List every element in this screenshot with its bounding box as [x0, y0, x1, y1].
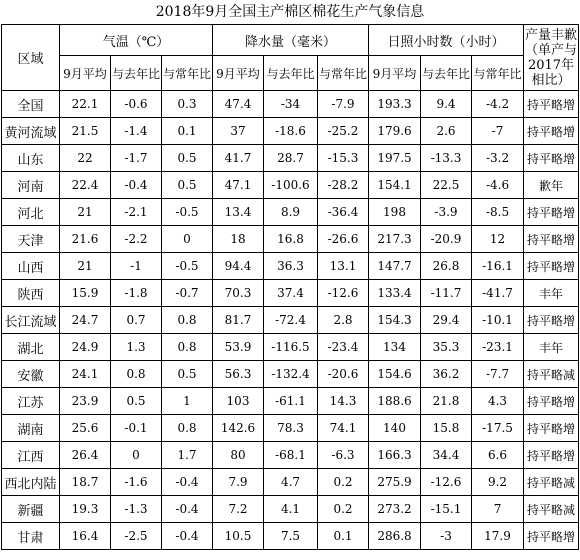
value-cell: -20.6 — [318, 361, 369, 388]
yield-cell: 持平略增 — [524, 145, 579, 172]
value-cell: -116.5 — [264, 334, 318, 361]
yield-cell: 丰年 — [524, 280, 579, 307]
value-cell: -7.9 — [318, 91, 369, 118]
subheader: 与常年比 — [318, 56, 369, 91]
value-cell: -2.5 — [111, 523, 162, 550]
value-cell: -61.1 — [264, 388, 318, 415]
value-cell: 166.3 — [369, 442, 421, 469]
value-cell: 25.6 — [60, 415, 111, 442]
value-cell: 198 — [369, 199, 421, 226]
value-cell: 0.5 — [162, 361, 213, 388]
value-cell: -36.4 — [318, 199, 369, 226]
value-cell: -0.7 — [162, 280, 213, 307]
region-cell: 新疆 — [2, 496, 60, 523]
value-cell: 23.9 — [60, 388, 111, 415]
value-cell: 0.8 — [162, 307, 213, 334]
value-cell: 1.3 — [111, 334, 162, 361]
value-cell: 41.7 — [213, 145, 264, 172]
value-cell: 142.6 — [213, 415, 264, 442]
value-cell: 12 — [472, 226, 524, 253]
value-cell: 19.3 — [60, 496, 111, 523]
yield-cell: 歉年 — [524, 172, 579, 199]
value-cell: 2.6 — [421, 118, 472, 145]
region-cell: 长江流域 — [2, 307, 60, 334]
value-cell: -4.6 — [472, 172, 524, 199]
table-row — [2, 442, 579, 469]
value-cell: -0.4 — [162, 469, 213, 496]
value-cell: 4.3 — [472, 388, 524, 415]
value-cell: -0.6 — [111, 91, 162, 118]
sunshine-header: 日照小时数（小时） — [369, 25, 524, 56]
region-cell: 全国 — [2, 91, 60, 118]
region-cell: 河北 — [2, 199, 60, 226]
subheader: 与去年比 — [111, 56, 162, 91]
value-cell: 140 — [369, 415, 421, 442]
value-cell: 34.4 — [421, 442, 472, 469]
value-cell: 21.6 — [60, 226, 111, 253]
table-row — [2, 469, 579, 496]
value-cell: 0.2 — [318, 469, 369, 496]
value-cell: -7.7 — [472, 361, 524, 388]
yield-header: 产量丰歉（单产与2017年相比） — [524, 25, 579, 91]
value-cell: 0 — [111, 442, 162, 469]
value-cell: -23.1 — [472, 334, 524, 361]
region-cell: 山东 — [2, 145, 60, 172]
value-cell: 36.2 — [421, 361, 472, 388]
value-cell: 35.3 — [421, 334, 472, 361]
value-cell: 0.7 — [111, 307, 162, 334]
region-cell: 天津 — [2, 226, 60, 253]
value-cell: 6.6 — [472, 442, 524, 469]
value-cell: 24.9 — [60, 334, 111, 361]
value-cell: -28.2 — [318, 172, 369, 199]
value-cell: -100.6 — [264, 172, 318, 199]
subheader: 与去年比 — [421, 56, 472, 91]
value-cell: 37 — [213, 118, 264, 145]
yield-cell: 持平略减 — [524, 361, 579, 388]
region-cell: 江西 — [2, 442, 60, 469]
value-cell: 78.3 — [264, 415, 318, 442]
value-cell: -34 — [264, 91, 318, 118]
value-cell: 26.8 — [421, 253, 472, 280]
value-cell: -3.2 — [472, 145, 524, 172]
value-cell: 273.2 — [369, 496, 421, 523]
value-cell: -2.1 — [111, 199, 162, 226]
yield-cell: 持平略增 — [524, 388, 579, 415]
value-cell: -72.4 — [264, 307, 318, 334]
value-cell: 193.3 — [369, 91, 421, 118]
value-cell: -15.3 — [318, 145, 369, 172]
value-cell: 0.8 — [162, 334, 213, 361]
table-row — [2, 496, 579, 523]
table-row — [2, 199, 579, 226]
value-cell: -1.6 — [111, 469, 162, 496]
value-cell: -0.4 — [162, 523, 213, 550]
value-cell: -41.7 — [472, 280, 524, 307]
subheader: 9月平均 — [213, 56, 264, 91]
yield-cell: 持平略增 — [524, 442, 579, 469]
yield-cell: 持平略减 — [524, 496, 579, 523]
value-cell: 179.6 — [369, 118, 421, 145]
value-cell: -0.1 — [111, 415, 162, 442]
value-cell: 0.1 — [318, 523, 369, 550]
value-cell: -132.4 — [264, 361, 318, 388]
table-body — [2, 91, 579, 550]
value-cell: 28.7 — [264, 145, 318, 172]
subheader: 9月平均 — [60, 56, 111, 91]
table-row — [2, 145, 579, 172]
value-cell: 103 — [213, 388, 264, 415]
table-row — [2, 523, 579, 550]
value-cell: 29.4 — [421, 307, 472, 334]
value-cell: 9.4 — [421, 91, 472, 118]
value-cell: 21 — [60, 253, 111, 280]
subheader: 与去年比 — [264, 56, 318, 91]
value-cell: 0 — [162, 226, 213, 253]
value-cell: 36.3 — [264, 253, 318, 280]
yield-cell: 持平略增 — [524, 253, 579, 280]
subheader: 与常年比 — [472, 56, 524, 91]
value-cell: 0.1 — [162, 118, 213, 145]
value-cell: 4.7 — [264, 469, 318, 496]
value-cell: 9.2 — [472, 469, 524, 496]
table-row — [2, 388, 579, 415]
value-cell: 217.3 — [369, 226, 421, 253]
value-cell: 13.1 — [318, 253, 369, 280]
value-cell: 94.4 — [213, 253, 264, 280]
value-cell: 7 — [472, 496, 524, 523]
region-header: 区域 — [2, 25, 60, 91]
value-cell: 37.4 — [264, 280, 318, 307]
yield-cell: 持平略增 — [524, 226, 579, 253]
table-row — [2, 307, 579, 334]
value-cell: 286.8 — [369, 523, 421, 550]
value-cell: -3.9 — [421, 199, 472, 226]
value-cell: -26.6 — [318, 226, 369, 253]
table-row — [2, 253, 579, 280]
region-cell: 黄河流域 — [2, 118, 60, 145]
value-cell: -3 — [421, 523, 472, 550]
value-cell: 13.4 — [213, 199, 264, 226]
region-cell: 山西 — [2, 253, 60, 280]
value-cell: 7.2 — [213, 496, 264, 523]
value-cell: -17.5 — [472, 415, 524, 442]
table-row — [2, 415, 579, 442]
value-cell: -2.2 — [111, 226, 162, 253]
value-cell: 53.9 — [213, 334, 264, 361]
value-cell: 56.3 — [213, 361, 264, 388]
value-cell: 133.4 — [369, 280, 421, 307]
yield-cell: 持平略增 — [524, 118, 579, 145]
value-cell: 1.7 — [162, 442, 213, 469]
table-row — [2, 334, 579, 361]
value-cell: 154.3 — [369, 307, 421, 334]
value-cell: 21 — [60, 199, 111, 226]
value-cell: 8.9 — [264, 199, 318, 226]
value-cell: 24.7 — [60, 307, 111, 334]
yield-cell: 持平略增 — [524, 523, 579, 550]
value-cell: -8.5 — [472, 199, 524, 226]
yield-cell: 丰年 — [524, 334, 579, 361]
value-cell: 17.9 — [472, 523, 524, 550]
value-cell: -18.6 — [264, 118, 318, 145]
region-cell: 湖北 — [2, 334, 60, 361]
value-cell: 22.5 — [421, 172, 472, 199]
value-cell: 21.8 — [421, 388, 472, 415]
subheader: 9月平均 — [369, 56, 421, 91]
value-cell: 74.1 — [318, 415, 369, 442]
value-cell: -0.4 — [111, 172, 162, 199]
value-cell: 154.6 — [369, 361, 421, 388]
value-cell: -1.3 — [111, 496, 162, 523]
value-cell: 0.2 — [318, 496, 369, 523]
value-cell: 197.5 — [369, 145, 421, 172]
temp-header: 气温（℃） — [60, 25, 213, 56]
value-cell: 21.5 — [60, 118, 111, 145]
value-cell: -13.3 — [421, 145, 472, 172]
value-cell: 134 — [369, 334, 421, 361]
value-cell: -1 — [111, 253, 162, 280]
value-cell: 154.1 — [369, 172, 421, 199]
value-cell: 18.7 — [60, 469, 111, 496]
value-cell: 14.3 — [318, 388, 369, 415]
value-cell: 0.8 — [111, 361, 162, 388]
value-cell: -0.5 — [162, 253, 213, 280]
value-cell: 26.4 — [60, 442, 111, 469]
region-cell: 安徽 — [2, 361, 60, 388]
region-cell: 陕西 — [2, 280, 60, 307]
table-row — [2, 118, 579, 145]
region-cell: 湖南 — [2, 415, 60, 442]
value-cell: 47.4 — [213, 91, 264, 118]
region-cell: 甘肃 — [2, 523, 60, 550]
value-cell: 4.1 — [264, 496, 318, 523]
table-title: 2018年9月全国主产棉区棉花生产气象信息 — [155, 4, 425, 20]
value-cell: -12.6 — [421, 469, 472, 496]
value-cell: 15.8 — [421, 415, 472, 442]
value-cell: -68.1 — [264, 442, 318, 469]
value-cell: 275.9 — [369, 469, 421, 496]
table-row — [2, 361, 579, 388]
value-cell: -1.8 — [111, 280, 162, 307]
value-cell: 24.1 — [60, 361, 111, 388]
region-cell: 江苏 — [2, 388, 60, 415]
value-cell: -11.7 — [421, 280, 472, 307]
value-cell: -0.4 — [162, 496, 213, 523]
value-cell: 22.4 — [60, 172, 111, 199]
yield-cell: 持平略减 — [524, 469, 579, 496]
value-cell: 16.8 — [264, 226, 318, 253]
value-cell: 16.4 — [60, 523, 111, 550]
value-cell: -15.1 — [421, 496, 472, 523]
value-cell: 22.1 — [60, 91, 111, 118]
value-cell: 188.6 — [369, 388, 421, 415]
value-cell: -25.2 — [318, 118, 369, 145]
value-cell: 10.5 — [213, 523, 264, 550]
table-row — [2, 172, 579, 199]
value-cell: 0.5 — [162, 172, 213, 199]
value-cell: 22 — [60, 145, 111, 172]
weather-table — [1, 24, 579, 550]
value-cell: 2.8 — [318, 307, 369, 334]
table-row — [2, 280, 579, 307]
value-cell: -1.4 — [111, 118, 162, 145]
value-cell: 81.7 — [213, 307, 264, 334]
yield-cell: 持平略增 — [524, 199, 579, 226]
value-cell: -1.7 — [111, 145, 162, 172]
value-cell: 0.5 — [162, 145, 213, 172]
subheader: 与常年比 — [162, 56, 213, 91]
value-cell: 7.5 — [264, 523, 318, 550]
value-cell: 70.3 — [213, 280, 264, 307]
value-cell: -6.3 — [318, 442, 369, 469]
value-cell: 15.9 — [60, 280, 111, 307]
value-cell: 0.5 — [111, 388, 162, 415]
value-cell: 80 — [213, 442, 264, 469]
precip-header: 降水量（毫米） — [213, 25, 369, 56]
value-cell: 7.9 — [213, 469, 264, 496]
region-cell: 西北内陆 — [2, 469, 60, 496]
yield-cell: 持平略增 — [524, 91, 579, 118]
value-cell: -12.6 — [318, 280, 369, 307]
table-row — [2, 91, 579, 118]
region-cell: 河南 — [2, 172, 60, 199]
value-cell: 1 — [162, 388, 213, 415]
table-row — [2, 226, 579, 253]
value-cell: -4.2 — [472, 91, 524, 118]
value-cell: -20.9 — [421, 226, 472, 253]
value-cell: 0.3 — [162, 91, 213, 118]
value-cell: 147.7 — [369, 253, 421, 280]
value-cell: 18 — [213, 226, 264, 253]
value-cell: -23.4 — [318, 334, 369, 361]
value-cell: -7 — [472, 118, 524, 145]
yield-cell: 持平略增 — [524, 307, 579, 334]
value-cell: 0.8 — [162, 415, 213, 442]
value-cell: -10.1 — [472, 307, 524, 334]
value-cell: -0.5 — [162, 199, 213, 226]
value-cell: -16.1 — [472, 253, 524, 280]
yield-cell: 持平略增 — [524, 415, 579, 442]
value-cell: 47.1 — [213, 172, 264, 199]
